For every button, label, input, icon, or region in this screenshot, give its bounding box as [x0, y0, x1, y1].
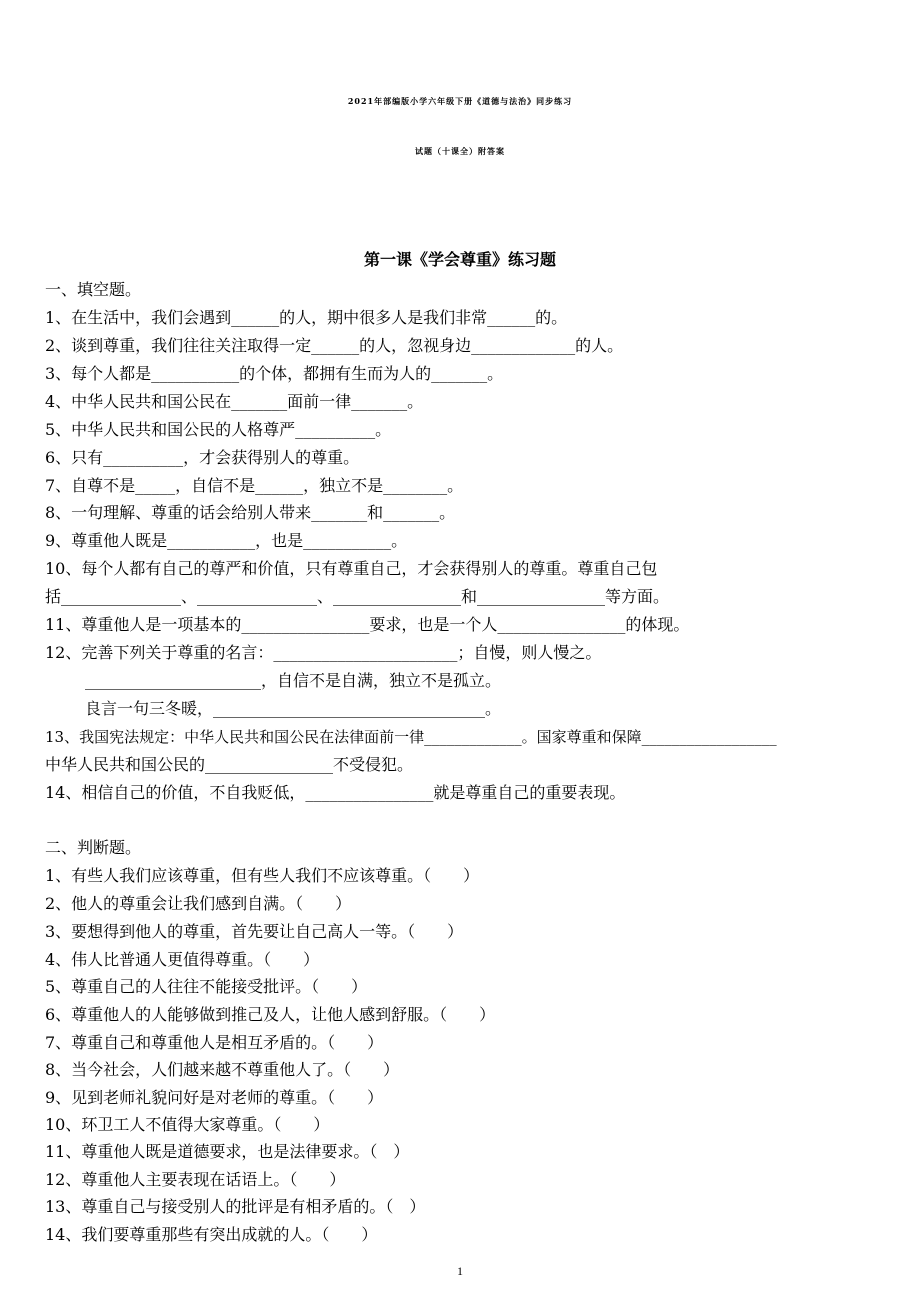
judgment-line: 2、他人的尊重会让我们感到自满。（ ） — [45, 894, 352, 913]
judgment-line: 1、有些人我们应该尊重，但有些人我们不应该尊重。（ ） — [45, 866, 480, 885]
question-line: 良言一句三冬暖，__________________________________。 — [85, 699, 502, 718]
judgment-line: 11、尊重他人既是道德要求，也是法律要求。（ ） — [45, 1142, 410, 1161]
judgment-line: 8、当今社会，人们越来越不尊重他人了。（ ） — [45, 1060, 400, 1079]
question-line: 中华人民共和国公民的________________不受侵犯。 — [45, 755, 414, 774]
question-line: 4、中华人民共和国公民在_______面前一律_______。 — [45, 392, 424, 411]
question-line: 2、谈到尊重，我们往往关注取得一定______的人，忽视身边_____________的人。 — [45, 336, 624, 355]
question-line: 5、中华人民共和国公民的人格尊严__________。 — [45, 420, 392, 439]
judgment-line: 14、我们要尊重那些有突出成就的人。（ ） — [45, 1225, 378, 1244]
judgment-line: 5、尊重自己的人往往不能接受批评。（ ） — [45, 977, 368, 996]
question-line: 8、一句理解、尊重的话会给别人带来_______和_______。 — [45, 503, 456, 522]
lesson-title: 第一课《学会尊重》练习题 — [363, 250, 556, 269]
judgment-line: 3、要想得到他人的尊重，首先要让自己高人一等。（ ） — [45, 922, 464, 941]
question-line: 1、在生活中，我们会遇到______的人，期中很多人是我们非常______的。 — [45, 308, 568, 327]
question-line: 14、相信自己的价值，不自我贬低，________________就是尊重自己的重要表现。 — [45, 783, 626, 802]
judgment-line: 9、见到老师礼貌问好是对老师的尊重。（ ） — [45, 1088, 384, 1107]
question-line: 12、完善下列关于尊重的名言：_______________________；自慢，则人慢之。 — [45, 643, 602, 662]
question-line: ______________________，自信不是自满，独立不是孤立。 — [85, 671, 502, 690]
question-line: 10、每个人都有自己的尊严和价值，只有尊重自己，才会获得别人的尊重。尊重自己包 — [45, 559, 658, 578]
document-title-line-1: 2021年部编版小学六年级下册《道德与法治》同步练习 — [347, 96, 573, 106]
question-line: 9、尊重他人既是___________，也是___________。 — [45, 531, 408, 550]
question-line: 7、自尊不是_____，自信不是______，独立不是________。 — [45, 476, 464, 495]
question-line: 11、尊重他人是一项基本的________________要求，也是一个人________________的体现。 — [45, 615, 690, 634]
judgment-line: 7、尊重自己和尊重他人是相互矛盾的。（ ） — [45, 1033, 384, 1052]
judgment-line: 13、尊重自己与接受别人的批评是有相矛盾的。（ ） — [45, 1197, 426, 1216]
question-line: 6、只有__________，才会获得别人的尊重。 — [45, 448, 360, 467]
document-title-line-2: 试题（十课全）附答案 — [415, 146, 505, 156]
judgment-line: 6、尊重他人的人能够做到推己及人，让他人感到舒服。（ ） — [45, 1005, 496, 1024]
section-heading-true-false: 二、判断题。 — [45, 838, 142, 857]
judgment-line: 4、伟人比普通人更值得尊重。（ ） — [45, 950, 320, 969]
page-number: 1 — [457, 1264, 463, 1278]
question-line: 3、每个人都是___________的个体，都拥有生而为人的_______。 — [45, 364, 504, 383]
judgment-line: 12、尊重他人主要表现在话语上。（ ） — [45, 1170, 346, 1189]
question-line: 括_______________、_______________、________________和________________等方面。 — [45, 587, 670, 606]
question-line: 13、我国宪法规定：中华人民共和国公民在法律面前一律_____________。国家尊重和保障__________________ — [45, 728, 777, 746]
judgment-line: 10、环卫工人不值得大家尊重。（ ） — [45, 1115, 330, 1134]
section-heading-fill-in: 一、填空题。 — [45, 280, 142, 299]
